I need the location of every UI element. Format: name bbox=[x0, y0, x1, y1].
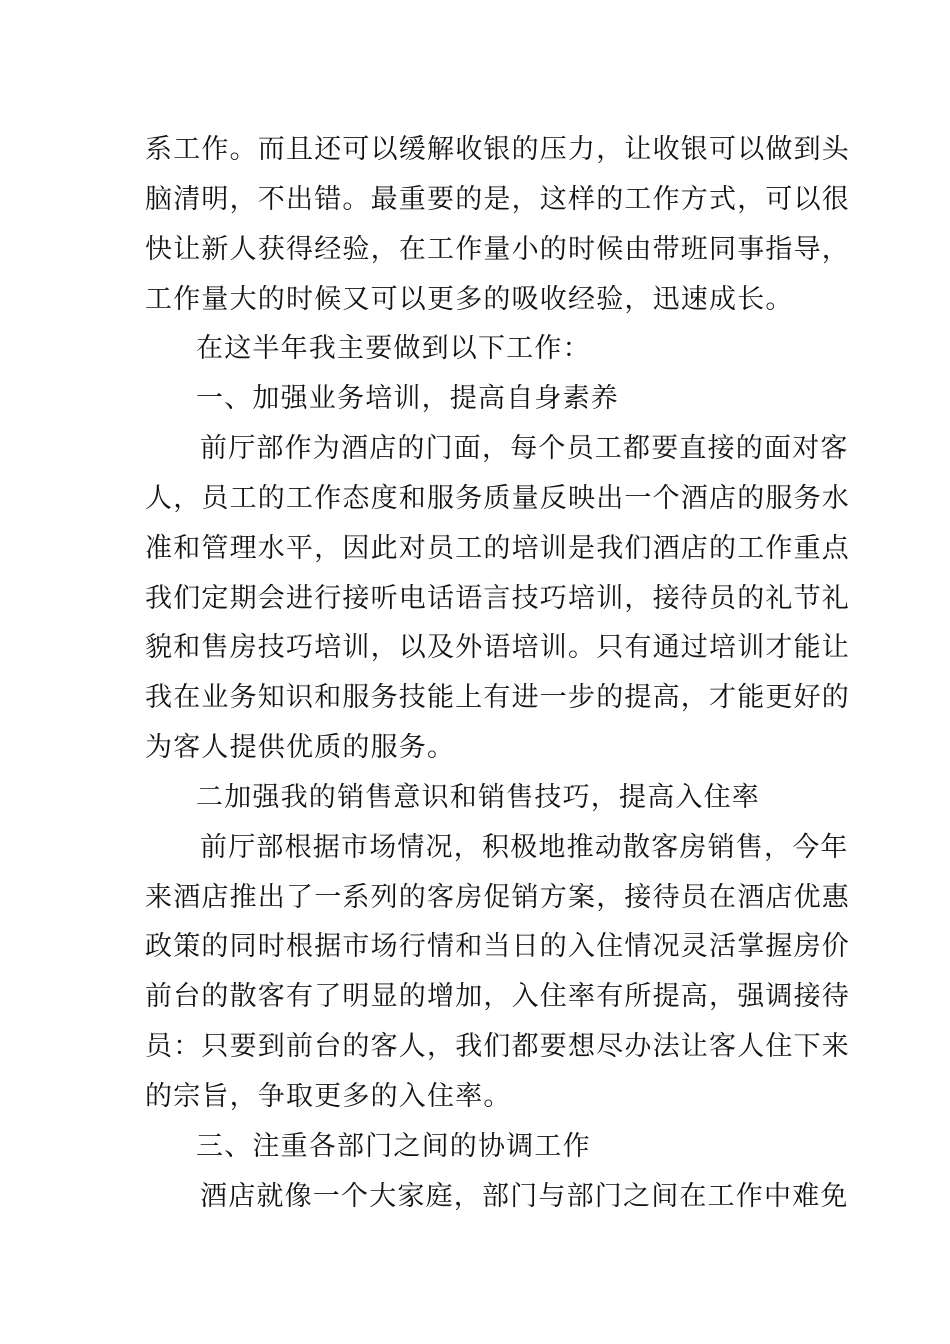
text-line: 我在业务知识和服务技能上有进一步的提高，才能更好的 bbox=[145, 682, 850, 713]
text-line: 为客人提供优质的服务。 bbox=[145, 732, 456, 763]
text-line: 工作量大的时候又可以更多的吸收经验，迅速成长。 bbox=[145, 284, 794, 315]
text-line: 酒店就像一个大家庭，部门与部门之间在工作中难免 bbox=[200, 1181, 849, 1212]
text-line: 前厅部根据市场情况，积极地推动散客房销售，今年 bbox=[200, 832, 849, 863]
text-line: 准和管理水平，因此对员工的培训是我们酒店的工作重点 bbox=[145, 533, 850, 564]
text-line: 脑清明，不出错。最重要的是，这样的工作方式，可以很 bbox=[145, 184, 850, 215]
text-line: 来酒店推出了一系列的客房促销方案，接待员在酒店优惠 bbox=[145, 882, 850, 913]
text-line: 前台的散客有了明显的增加，入住率有所提高，强调接待 bbox=[145, 981, 850, 1012]
text-line: 貌和售房技巧培训，以及外语培训。只有通过培训才能让 bbox=[145, 632, 850, 663]
text-line: 员：只要到前台的客人，我们都要想尽办法让客人住下来 bbox=[145, 1031, 850, 1062]
text-line: 系工作。而且还可以缓解收银的压力，让收银可以做到头 bbox=[145, 134, 850, 165]
text-line: 的宗旨，争取更多的入住率。 bbox=[145, 1081, 512, 1112]
section-heading: 一、加强业务培训，提高自身素养 bbox=[196, 383, 619, 414]
text-line: 政策的同时根据市场行情和当日的入住情况灵活掌握房价 bbox=[145, 931, 850, 962]
section-heading: 二加强我的销售意识和销售技巧，提高入住率 bbox=[196, 782, 760, 813]
text-line: 人，员工的工作态度和服务质量反映出一个酒店的服务水 bbox=[145, 483, 850, 514]
text-line: 在这半年我主要做到以下工作： bbox=[196, 333, 591, 364]
text-line: 前厅部作为酒店的门面，每个员工都要直接的面对客 bbox=[200, 433, 849, 464]
text-line: 我们定期会进行接听电话语言技巧培训，接待员的礼节礼 bbox=[145, 583, 850, 614]
text-line: 快让新人获得经验，在工作量小的时候由带班同事指导， bbox=[145, 234, 850, 265]
section-heading: 三、注重各部门之间的协调工作 bbox=[196, 1131, 591, 1162]
